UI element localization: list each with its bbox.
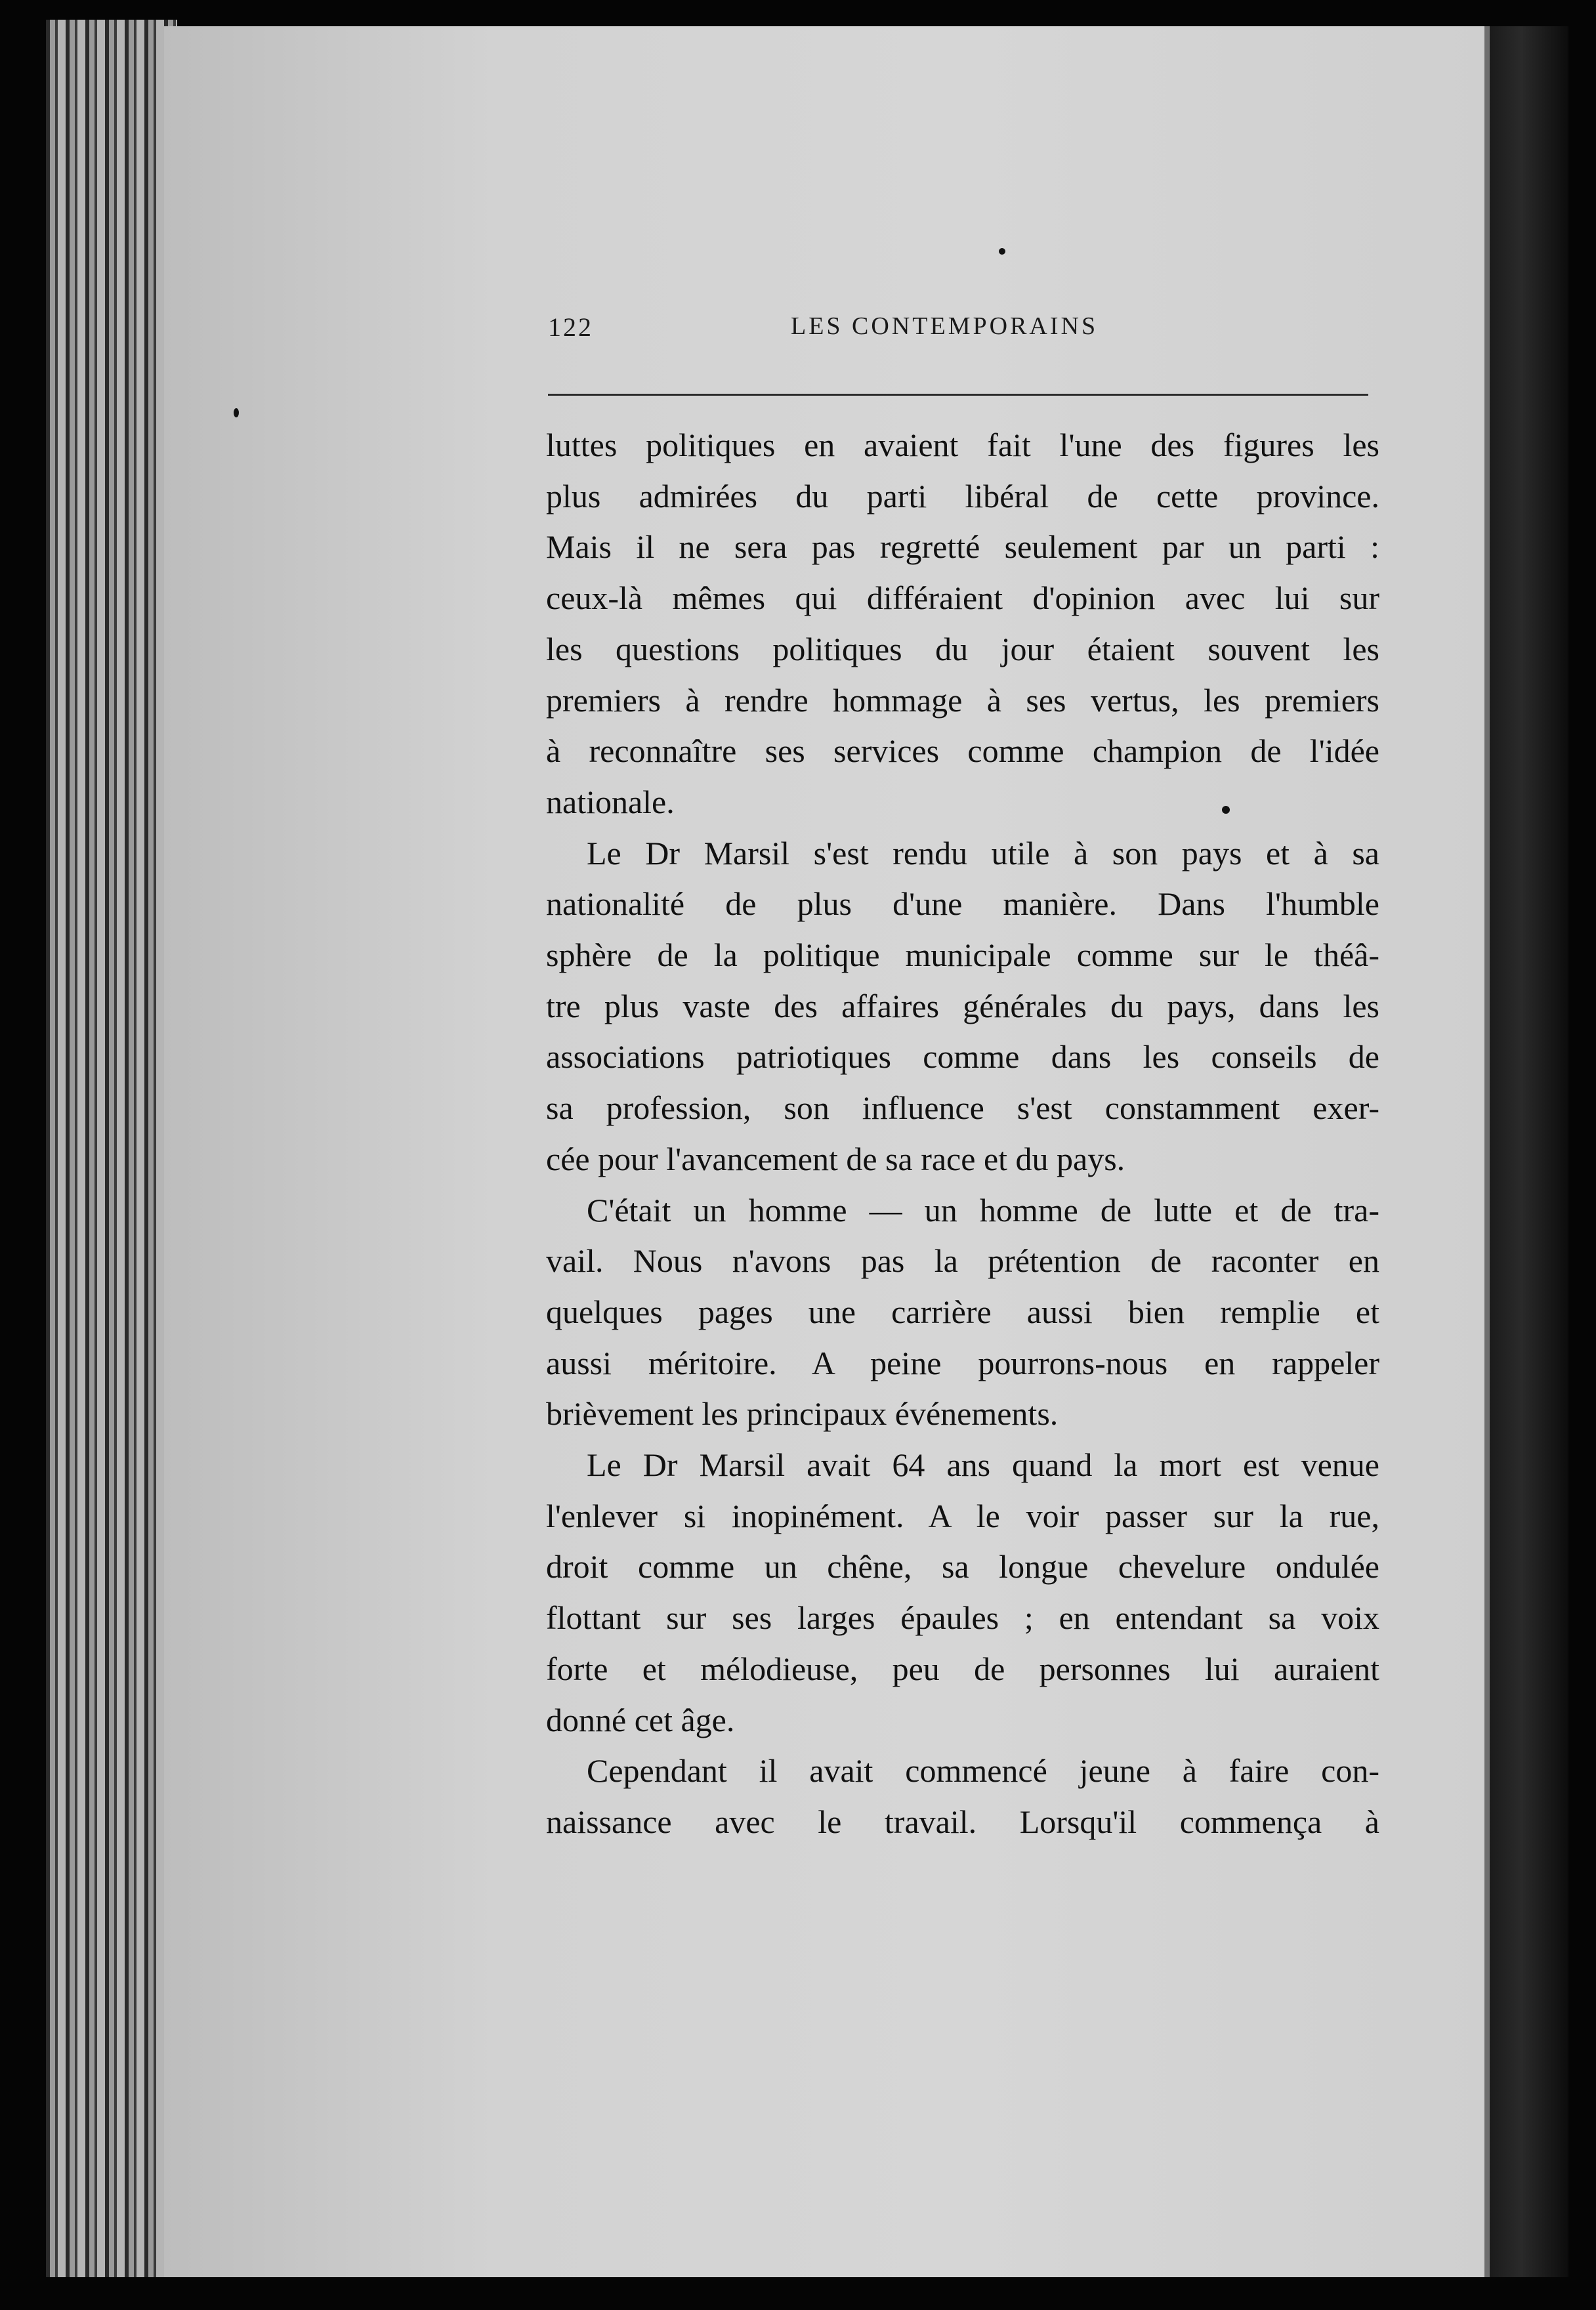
text-line: nationale. <box>546 783 675 820</box>
text-line: cée pour l'avancement de sa race et du pays. <box>546 1140 1125 1177</box>
text-line: tre plus vaste des affaires générales du pays, dans les <box>546 987 1379 1024</box>
text-line: plus admirées du parti libéral de cette province. <box>546 477 1379 514</box>
text-line: flottant sur ses larges épaules ; en entendant sa voix <box>546 1599 1379 1637</box>
text-line: vail. Nous n'avons pas la prétention de raconter en <box>546 1242 1379 1280</box>
page-edges <box>46 20 177 2277</box>
ink-speck <box>234 408 239 417</box>
text-line: à reconnaître ses services comme champion de l'idée <box>546 732 1379 770</box>
page-number: 122 <box>548 312 593 342</box>
text-line: droit comme un chêne, sa longue chevelure ondulée <box>546 1548 1379 1586</box>
text-line: associations patriotiques comme dans les conseils de <box>546 1038 1379 1076</box>
text-line: Cependant il avait commencé jeune à faire con- <box>587 1752 1379 1790</box>
header-rule <box>548 394 1368 396</box>
facing-page-shadow <box>1490 26 1568 2277</box>
text-line: C'était un homme — un homme de lutte et de tra- <box>587 1191 1379 1228</box>
running-head <box>548 312 1368 351</box>
text-line: quelques pages une carrière aussi bien remplie et <box>546 1293 1379 1330</box>
running-title: LES CONTEMPORAINS <box>791 312 1099 340</box>
body-text <box>546 420 1379 1848</box>
text-line: ceux-là mêmes qui différaient d'opinion avec lui sur <box>546 579 1379 617</box>
text-line: l'enlever si inopinément. A le voir passer sur la rue, <box>546 1497 1379 1534</box>
text-line: aussi méritoire. A peine pourrons-nous en rappeler <box>546 1344 1379 1381</box>
text-line: donné cet âge. <box>546 1701 735 1738</box>
text-line: les questions politiques du jour étaient souvent les <box>546 630 1379 667</box>
ink-speck <box>999 248 1005 255</box>
text-line: luttes politiques en avaient fait l'une des figures les <box>546 427 1379 463</box>
text-line: premiers à rendre hommage à ses vertus, les premiers <box>546 681 1379 719</box>
text-line: Le Dr Marsil s'est rendu utile à son pays et à sa <box>587 834 1379 872</box>
text-line: Mais il ne sera pas regretté seulement par un parti : <box>546 528 1379 566</box>
text-line: sphère de la politique municipale comme sur le théâ- <box>546 936 1379 974</box>
text-line: sa profession, son influence s'est constamment exer- <box>546 1089 1379 1127</box>
text-line: forte et mélodieuse, peu de personnes lui auraient <box>546 1650 1379 1687</box>
text-line: naissance avec le travail. Lorsqu'il commença à <box>546 1803 1379 1840</box>
text-line: Le Dr Marsil avait 64 ans quand la mort est venue <box>587 1446 1379 1484</box>
text-line: nationalité de plus d'une manière. Dans l'humble <box>546 885 1379 923</box>
text-line: brièvement les principaux événements. <box>546 1395 1059 1433</box>
